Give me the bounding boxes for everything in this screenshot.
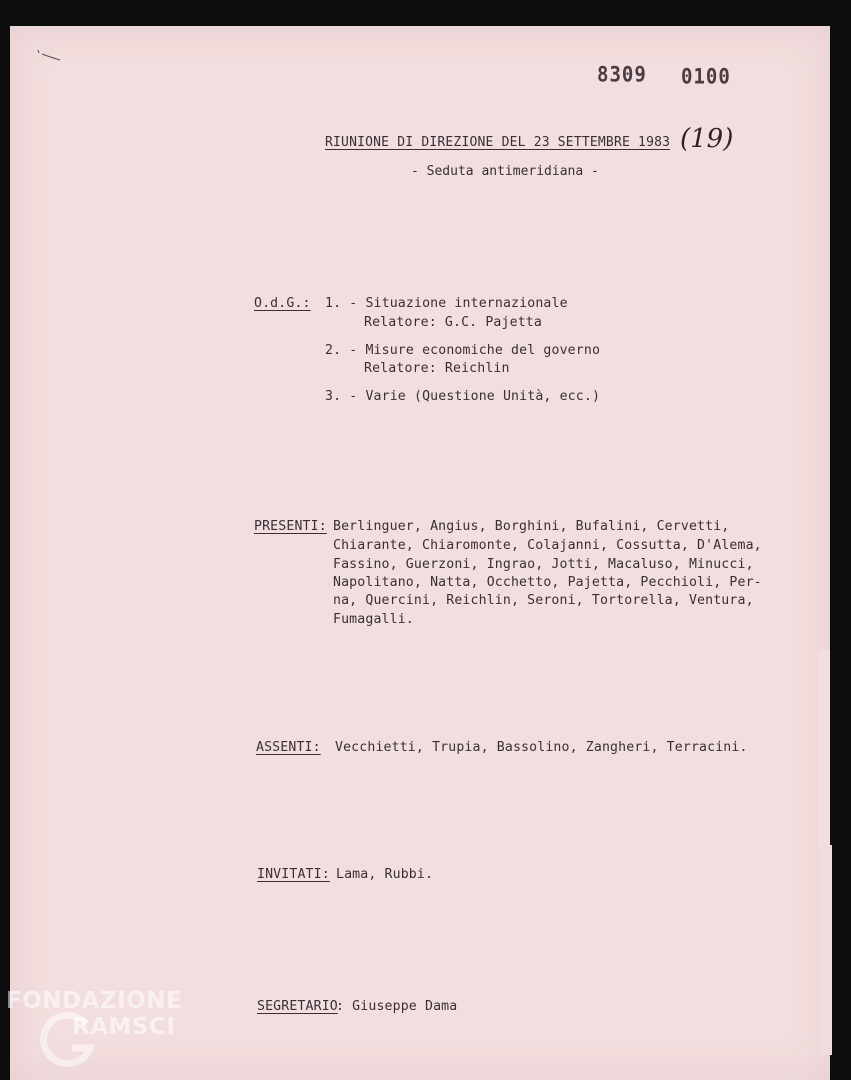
- assenti-list: Vecchietti, Trupia, Bassolino, Zangheri, Terracini.: [335, 740, 748, 755]
- presenti-label: PRESENTI:: [254, 519, 327, 534]
- pen-mark: [36, 48, 62, 62]
- handwritten-number: (19): [680, 124, 734, 154]
- presenti-line-1: Berlinguer, Angius, Borghini, Bufalini, Cervetti,: [333, 519, 730, 534]
- odg-item-3: 3. - Varie (Questione Unità, ecc.): [325, 389, 601, 404]
- odg-label: O.d.G.:: [254, 296, 311, 311]
- invitati-label: INVITATI:: [257, 867, 330, 882]
- presenti-line-5: na, Quercini, Reichlin, Seroni, Tortorella, Ventura,: [333, 593, 754, 608]
- odg-item-1-relatore: Relatore: G.C. Pajetta: [364, 315, 542, 330]
- watermark-line-1: FONDAZIONE: [6, 988, 183, 1014]
- presenti-line-3: Fassino, Guerzoni, Ingrao, Jotti, Macaluso, Minucci,: [333, 557, 754, 572]
- document-subtitle: - Seduta antimeridiana -: [411, 164, 599, 179]
- odg-item-2-relatore: Relatore: Reichlin: [364, 361, 510, 376]
- archive-stamp-number-2: 0100: [681, 64, 731, 90]
- watermark-line-2: RAMSCI: [72, 1014, 176, 1040]
- presenti-line-6: Fumagalli.: [333, 612, 414, 627]
- segretario-name: : Giuseppe Dama: [336, 999, 458, 1014]
- odg-item-2: 2. - Misure economiche del governo: [325, 343, 601, 358]
- document-page: [10, 26, 830, 1080]
- fondazione-gramsci-watermark: [6, 988, 226, 1068]
- archive-stamp-number-1: 8309: [597, 62, 647, 88]
- page-edge-bottom: [818, 845, 832, 1055]
- invitati-list: Lama, Rubbi.: [336, 867, 434, 882]
- segretario-label: SEGRETARIO: [257, 999, 338, 1014]
- presenti-line-2: Chiarante, Chiaromonte, Colajanni, Cossutta, D'Alema,: [333, 538, 762, 553]
- document-title: RIUNIONE DI DIREZIONE DEL 23 SETTEMBRE 1983: [325, 135, 671, 150]
- presenti-line-4: Napolitano, Natta, Occhetto, Pajetta, Pecchioli, Per-: [333, 575, 762, 590]
- odg-item-1: 1. - Situazione internazionale: [325, 296, 568, 311]
- page-edge: [818, 650, 830, 845]
- assenti-label: ASSENTI:: [256, 740, 321, 755]
